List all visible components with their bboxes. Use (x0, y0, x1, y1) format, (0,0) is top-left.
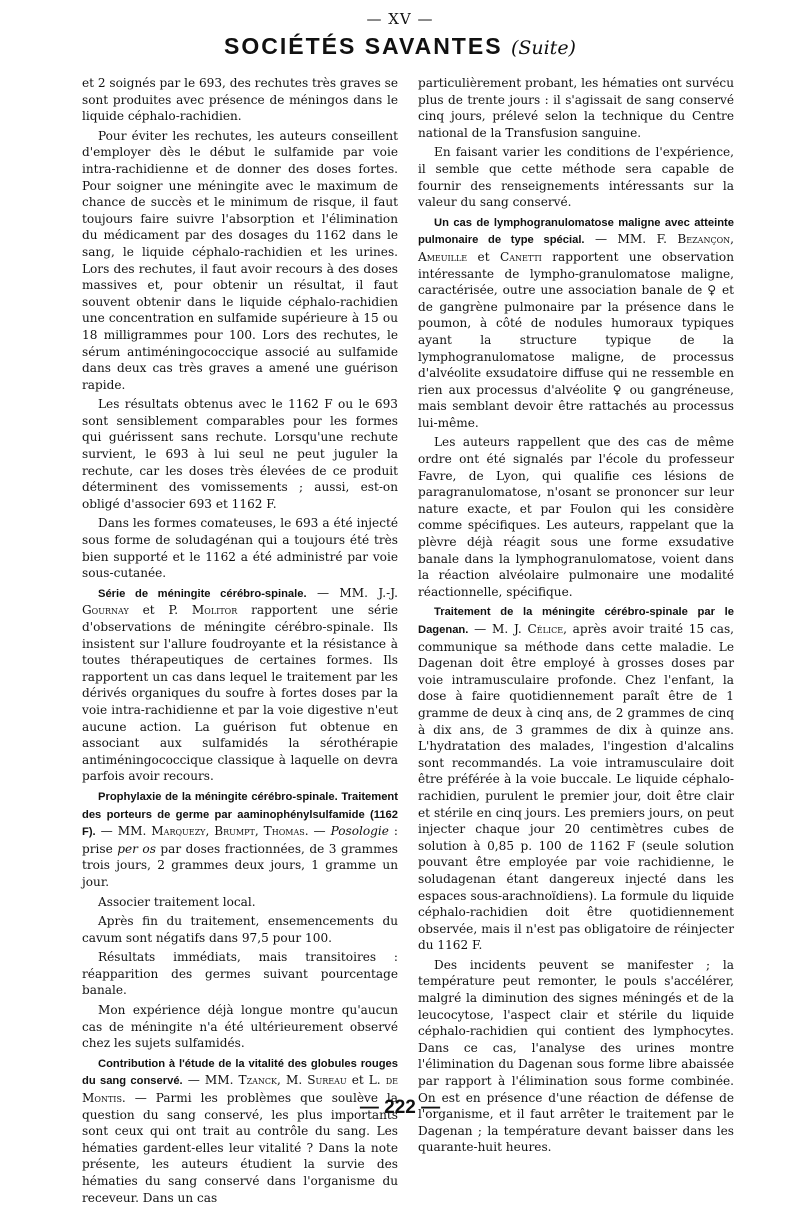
section-header (0, 33, 800, 60)
article-text: par doses fractionnées, de 3 grammes trois jours, 2 grammes deux jours, 1 gramme un jour. (82, 841, 398, 889)
paragraph: Dans les formes comateuses, le 693 a été injecté sous forme de soludagénan qui a toujours été très bien supporté et le 1162 a été administré par voie sous-cutanée. (82, 516, 398, 581)
separator: — MM. F. (584, 232, 678, 247)
page-number: — 222 — (359, 1097, 441, 1118)
paragraph: Associer traitement local. (98, 894, 256, 909)
paragraph: particulièrement probant, les hématies ont survécu plus de trente jours : il s'agissait de sang conservé cinq jours, prélevé selon la technique du Centre national de la Transfusion sanguine. (418, 76, 734, 140)
article-title: Prophylaxie de la méningite cérébro-spinale. Traitement des porteurs de germe par aaminophénylsulfamide (1162 F). (82, 790, 398, 839)
author: J.-J. Gournay (82, 585, 398, 618)
author: Ameuille (418, 249, 468, 264)
article-text: rapportent une série d'observations de méningite cérébro-spinale. Ils insistent sur l'allure foudroyante et la résistance à toutes thérapeutiques de certaines formes. Ils rapportent un cas dans lequel le traitement par les dérivés organiques du soufre à fortes doses par la voie intra-rachidienne et par la voie digestive n'eut aucune action. La guérison fut obtenue en associant aux sulfamidés la sérothérapie antiméningococcique classique à laquelle on devra parfois avoir recours. (82, 603, 398, 784)
article-title: Série de méningite cérébro-spinale. (98, 587, 307, 600)
article-title: Contribution à l'étude de la vitalité des globules rouges du sang conservé. (82, 1057, 398, 1088)
article-prophylaxie (82, 788, 398, 891)
author: P. Molitor (168, 603, 238, 618)
paragraph: Les résultats obtenus avec le 1162 F ou le 693 sont sensiblement comparables pour les formes qui guérissent sans rechute. Lorsqu'une rechute survient, le 693 à lui seul ne peut juguler la rechute, car les doses très élevées de ce produit déterminent des vomissements ; aussi, est-on obligé d'associer 693 et 1162 F. (82, 397, 398, 511)
article-meningite-series (82, 585, 398, 785)
section-title: SOCIÉTÉS SAVANTES (224, 33, 503, 59)
paragraph: Mon expérience déjà longue montre qu'aucun cas de méningite n'a été ultérieurement observé chez les sujets sulfamidés. (82, 1003, 398, 1051)
article-text: , après avoir traité 15 cas, communique sa méthode dans cette maladie. Le Dagenan doit être employé à grosses doses par voie intramusculaire profonde. Chez l'enfant, la dose à faire quotidiennement paraît être de 1 gramme de deux à cinq ans, de 2 grammes de cinq à dix ans, de 3 grammes de dix à quinze ans. L'hydratation des malades, l'ingestion d'alcalins sont recommandés. La voie intramusculaire doit être préférée à la voie buccale. Le liquide céphalo-rachidien, purulent le premier jour, doit être clair et stérile en cinq jours. Les premiers jours, on peut injecter chaque jour 20 centimètres cubes de solution à 0,85 p. 100 de 1162 F (seule solution pouvant être employée par voie rachidienne, le soludagenan étant dangereux injecté dans les espaces sous-arachnoïdiens). La formule du liquide céphalo-rachidien doit être quotidiennement observée, mais il n'est pas obligatoire de réinjecter du 1162 F. (418, 622, 734, 953)
article-title: Traitement de la méningite cérébro-spinale par le Dagenan. (418, 606, 734, 636)
paragraph: Pour éviter les rechutes, les auteurs conseillent d'employer dès le début le sulfamide par voie intra-rachidienne et de donner des doses fortes. Pour soigner une méningite avec le maximum de chance de succès et le minimum de risque, il faut toujours faire suivre l'absorption et l'élimination du médicament par des dosages du 1162 dans le sang, le liquide céphalo-rachidien et les urines. Lors des rechutes, il faut avoir recours à des doses massives et, pour obtenir un résultat, il faut souvent obtenir dans le liquide céphalo-rachidien une concentration en sulfamide supérieure à 15 ou 18 milligrammes pour 100. Lors des rechutes, le sérum antiméningococcique associé au sulfamide dans deux cas très graves a amené une guérison rapide. (82, 128, 398, 392)
article-title: Un cas de lymphogranulomatose maligne avec atteinte pulmonaire de type spécial. (418, 216, 734, 247)
left-column (82, 75, 398, 1209)
paragraph: Des incidents peuvent se manifester ; la température peut remonter, le pouls s'accélérer, malgré la diminution des signes méningés et de la leucocytose, l'aspect clair et stérile du liquide céphalo-rachidien qui contient des lymphocytes. Dans ce cas, l'analyse des urines montre l'élimination du Dagenan sous forme libre abaissée par rapport à l'élimination sous forme combinée. On est en présence d'une réaction de défense de l'organisme, et il faut arrêter le traitement par le Dagenan ; la température devant baisser dans les quarante-huit heures. (418, 957, 734, 1155)
author: Canetti (499, 249, 542, 264)
author: Marquezy, Brumpt, Thomas (151, 824, 305, 839)
separator: , (730, 232, 734, 247)
separator: et (467, 249, 500, 264)
article-dagenan (418, 603, 734, 953)
separator: — MM. (95, 824, 152, 839)
separator: — MM. (182, 1073, 239, 1088)
separator: et L. (346, 1073, 386, 1088)
separator: — (308, 824, 331, 839)
article-lymphogranulomatose (418, 214, 734, 432)
author: de Montis (82, 1073, 398, 1106)
author: Tzanck (238, 1073, 278, 1088)
separator: — M. J. (468, 622, 528, 636)
section-suite: (Suite) (510, 37, 576, 59)
author: Sureau (307, 1073, 347, 1088)
paragraph: Les auteurs rappellent que des cas de même ordre ont été signalés par l'école du professeur Favre, de Lyon, qui qualifie ces lésions de paragranulomatose, n'osant se prononcer sur leur nature exacte, et par Foulon qui les considère comme spécifiques. Les auteurs, rappelant que la plèvre déjà réagit sous une forme exsudative banale dans la lymphogranulomatose, voient dans la réaction alvéolaire pulmonaire une modalité réactionnelle, spécifique. (418, 435, 734, 599)
paragraph: Résultats immédiats, mais transitoires : réapparition des germes suivant pourcentage banale. (82, 950, 398, 998)
paragraph: et 2 soignés par le 693, des rechutes très graves se sont produites avec présence de méningos dans le liquide céphalo-rachidien. (82, 76, 399, 124)
separator: . (304, 824, 309, 839)
paragraph: Après fin du traitement, ensemencements du cavum sont négatifs dans 97,5 pour 100. (82, 914, 398, 945)
article-text: . — Parmi les problèmes que soulève la question du sang conservé, les plus importants sont ceux qui ont trait au contrôle du sang. Les hématies gardent-elles leur vitalité ? Dans la note présente, les auteurs étudient la survie des hématies du sang conservé dans l'organisme du receveur. Dans un cas (82, 1091, 398, 1205)
per-os: per os (117, 841, 156, 856)
article-text: rapportent une observation intéressante de lympho-granulomatose maligne, caractérisée, outre une association banale de ♀ et de gangrène pulmonaire par la présence dans le poumon, à côté de nodules humoraux typiques ayant la structure typique de la lymphogranulomatose maligne, de processus d'alvéolite exsudatoire diffuse qui ne ressemble en rien aux processus d'alvéolite ♀ ou gangréneuse, mais semblant devoir être rattachés au processus lui-même. (418, 249, 734, 430)
author: Célice (527, 622, 564, 636)
article-vitalite-globules (82, 1055, 398, 1206)
separator: et (128, 603, 169, 618)
separator: — MM. (306, 585, 379, 600)
author: Bezançon (677, 232, 731, 247)
article-text: : prise (82, 824, 398, 856)
paragraph: En faisant varier les conditions de l'expérience, il semble que cette méthode sera capable de fournir des renseignements intéressants sur la valeur du sang conservé. (418, 145, 734, 210)
roman-page-number: — XV — (366, 10, 434, 28)
separator: , M. (277, 1073, 308, 1088)
right-column (418, 75, 734, 1159)
posologie-label: Posologie (330, 824, 389, 839)
